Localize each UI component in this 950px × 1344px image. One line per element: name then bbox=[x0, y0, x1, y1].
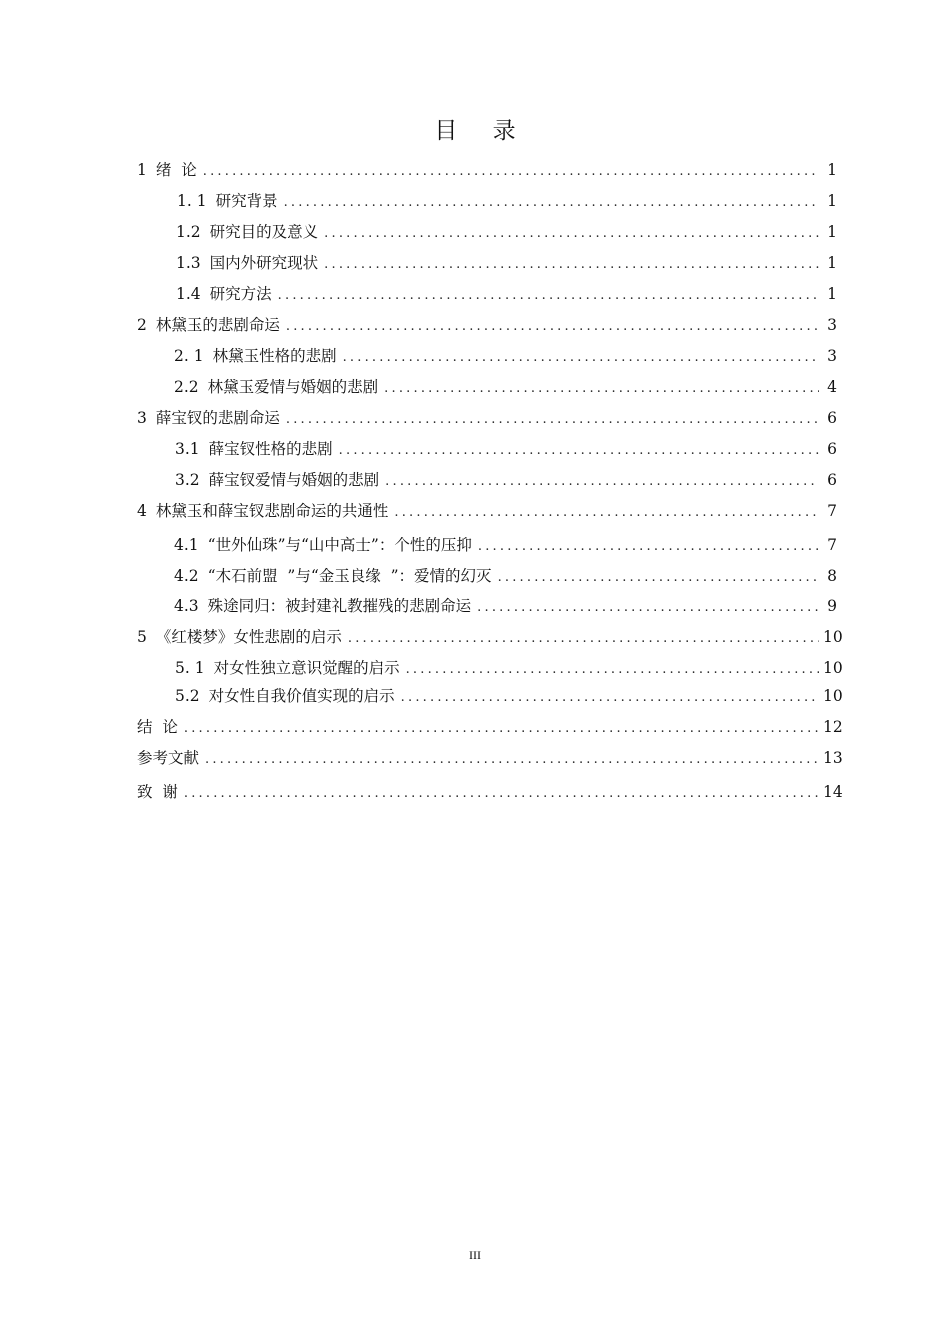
dot-leader bbox=[498, 565, 819, 591]
toc-entry-title: 对女性自我价值实现的启示 bbox=[208, 687, 395, 705]
toc-entry[interactable] bbox=[0, 250, 837, 276]
toc-entry-page-number: 1 bbox=[827, 161, 837, 179]
toc-entry-number: 1 bbox=[137, 161, 147, 179]
toc-entry-page-number: 6 bbox=[827, 471, 837, 489]
toc-entry-page-number: 10 bbox=[823, 659, 843, 677]
toc-entry-number: 4.3 bbox=[174, 597, 199, 615]
toc-entry-number: 4 bbox=[137, 502, 147, 520]
toc-entry-number: 2 bbox=[137, 316, 147, 334]
toc-entry-title: 研究方法 bbox=[209, 285, 272, 303]
toc-entry-page-number: 1 bbox=[827, 254, 837, 272]
toc-entry[interactable] bbox=[0, 157, 837, 183]
toc-entry-page-number: 1 bbox=[827, 285, 837, 303]
dot-leader bbox=[343, 345, 819, 371]
toc-entry[interactable] bbox=[0, 593, 837, 619]
toc-entry[interactable] bbox=[0, 624, 843, 650]
toc-entry[interactable] bbox=[0, 374, 837, 400]
toc-entry-page-number: 7 bbox=[827, 502, 837, 520]
toc-entry[interactable] bbox=[0, 436, 837, 462]
dot-leader bbox=[184, 716, 819, 742]
toc-entry[interactable] bbox=[0, 563, 837, 589]
toc-entry-number: 2. 1 bbox=[174, 347, 204, 365]
toc-entry[interactable] bbox=[0, 188, 837, 214]
toc-entry-number: 4.2 bbox=[174, 567, 199, 585]
toc-entry-number: 4.1 bbox=[174, 536, 199, 554]
toc-entry-title: 《红楼梦》女性悲剧的启示 bbox=[155, 628, 342, 646]
toc-entry[interactable] bbox=[0, 532, 837, 558]
toc-entry-number: 2.2 bbox=[174, 378, 199, 396]
toc-entry-page-number: 10 bbox=[823, 687, 843, 705]
toc-entry-page-number: 7 bbox=[827, 536, 837, 554]
toc-entry-page-number: 1 bbox=[827, 223, 837, 241]
dot-leader bbox=[286, 407, 819, 433]
toc-entry-number: 5 bbox=[137, 628, 147, 646]
toc-entry-title: 林黛玉的悲剧命运 bbox=[155, 316, 280, 334]
toc-entry-page-number: 8 bbox=[827, 567, 837, 585]
toc-entry-page-number: 9 bbox=[827, 597, 837, 615]
dot-leader bbox=[205, 747, 819, 773]
page-title: 目 录 bbox=[434, 118, 530, 144]
toc-entry-number: 3.1 bbox=[175, 440, 200, 458]
toc-entry-page-number: 10 bbox=[823, 628, 843, 646]
toc-entry-number: 1.2 bbox=[176, 223, 201, 241]
toc-entry[interactable] bbox=[0, 405, 837, 431]
dot-leader bbox=[203, 159, 819, 185]
toc-entry[interactable] bbox=[0, 498, 837, 524]
toc-entry-title: 绪 论 bbox=[155, 161, 197, 179]
dot-leader bbox=[339, 438, 819, 464]
dot-leader bbox=[406, 657, 819, 683]
toc-entry-title: 结 论 bbox=[137, 718, 178, 736]
toc-entry-page-number: 14 bbox=[823, 783, 843, 801]
toc-entry-title: 研究背景 bbox=[215, 192, 278, 210]
toc-entry[interactable] bbox=[0, 714, 843, 740]
dot-leader bbox=[278, 283, 819, 309]
toc-entry-title: 林黛玉爱情与婚姻的悲剧 bbox=[207, 378, 379, 396]
toc-entry-title: 薛宝钗性格的悲剧 bbox=[208, 440, 333, 458]
toc-entry-number: 5.2 bbox=[175, 687, 200, 705]
toc-entry-number: 1. 1 bbox=[177, 192, 207, 210]
toc-entry-number: 3.2 bbox=[175, 471, 200, 489]
dot-leader bbox=[324, 221, 819, 247]
dot-leader bbox=[286, 314, 819, 340]
dot-leader bbox=[478, 534, 819, 560]
toc-entry-page-number: 1 bbox=[827, 192, 837, 210]
toc-entry-title: 国内外研究现状 bbox=[209, 254, 319, 272]
toc-entry-title: 参考文献 bbox=[137, 749, 200, 767]
toc-entry-page-number: 3 bbox=[827, 316, 837, 334]
toc-entry-title: 殊途同归：被封建礼教摧残的悲剧命运 bbox=[207, 597, 472, 615]
dot-leader bbox=[477, 595, 819, 621]
toc-entry-title: 致 谢 bbox=[137, 783, 178, 801]
dot-leader bbox=[348, 626, 819, 652]
toc-entry-title: 林黛玉和薛宝钗悲剧命运的共通性 bbox=[155, 502, 389, 520]
dot-leader bbox=[401, 685, 819, 711]
toc-entry[interactable] bbox=[0, 683, 843, 709]
toc-entry-number: 3 bbox=[137, 409, 147, 427]
toc-entry-page-number: 12 bbox=[823, 718, 843, 736]
dot-leader bbox=[385, 469, 819, 495]
toc-entry-number: 1.4 bbox=[176, 285, 201, 303]
toc-entry[interactable] bbox=[0, 343, 837, 369]
toc-entry-page-number: 6 bbox=[827, 409, 837, 427]
toc-entry-title: 研究目的及意义 bbox=[209, 223, 319, 241]
toc-entry-title: “世外仙珠”与“山中高士”：个性的压抑 bbox=[207, 536, 472, 554]
toc-entry[interactable] bbox=[0, 779, 843, 805]
toc-entry[interactable] bbox=[0, 745, 843, 771]
dot-leader bbox=[384, 376, 819, 402]
toc-entry-page-number: 3 bbox=[827, 347, 837, 365]
toc-entry-page-number: 6 bbox=[827, 440, 837, 458]
toc-entry[interactable] bbox=[0, 467, 837, 493]
toc-entry-title: 林黛玉性格的悲剧 bbox=[212, 347, 337, 365]
toc-entry-title: 薛宝钗的悲剧命运 bbox=[155, 409, 280, 427]
toc-entry-page-number: 4 bbox=[827, 378, 837, 396]
toc-entry-number: 5. 1 bbox=[175, 659, 205, 677]
dot-leader bbox=[394, 500, 819, 526]
dot-leader bbox=[184, 781, 819, 807]
toc-entry[interactable] bbox=[0, 655, 843, 681]
toc-entry-page-number: 13 bbox=[823, 749, 843, 767]
toc-entry-title: “木石前盟 ”与“金玉良缘 ”：爱情的幻灭 bbox=[207, 567, 492, 585]
dot-leader bbox=[284, 190, 819, 216]
toc-entry[interactable] bbox=[0, 219, 837, 245]
toc-entry-title: 对女性独立意识觉醒的启示 bbox=[213, 659, 400, 677]
footer-page-number: III bbox=[469, 1248, 481, 1262]
toc-entry-number: 1.3 bbox=[176, 254, 201, 272]
toc-entry[interactable] bbox=[0, 312, 837, 338]
toc-entry[interactable] bbox=[0, 281, 837, 307]
dot-leader bbox=[324, 252, 819, 278]
toc-entry-title: 薛宝钗爱情与婚姻的悲剧 bbox=[208, 471, 380, 489]
